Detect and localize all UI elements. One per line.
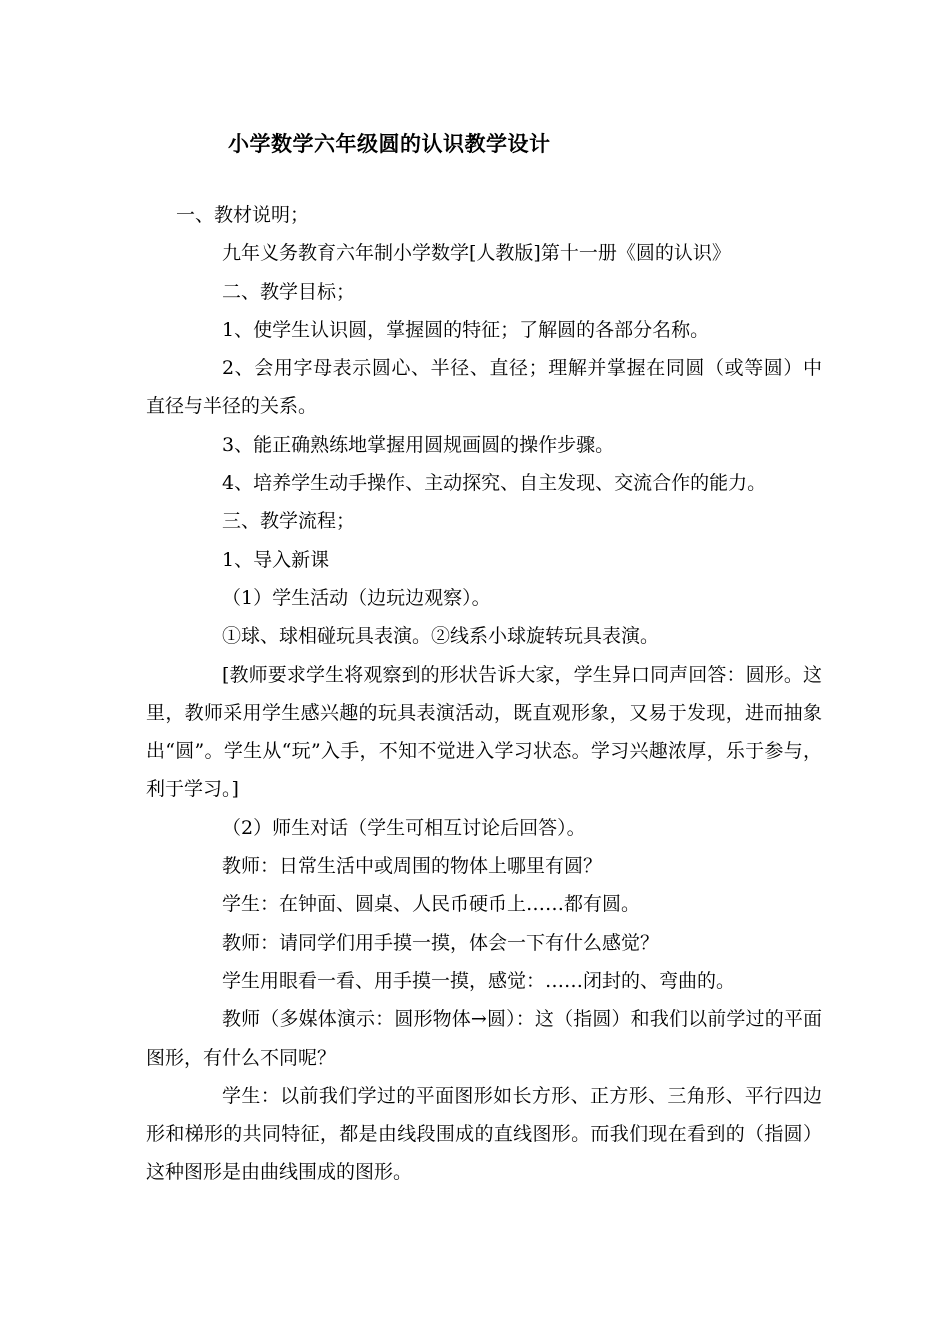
section-heading-goals: 二、教学目标； xyxy=(222,280,356,303)
process-step-1: 1、导入新课 xyxy=(222,548,330,571)
document-body xyxy=(146,196,822,1192)
dialogue-line: 教师（多媒体演示：圆形物体→圆）：这（指圆）和我们以前学过的平面图形，有什么不同呢？ xyxy=(146,1008,822,1069)
dialogue-line: 学生：在钟面、圆桌、人民币硬币上……都有圆。 xyxy=(222,893,641,916)
activity-1-detail: ①球、球相碰玩具表演。②线系小球旋转玩具表演。 xyxy=(222,625,660,648)
goal-item-1: 1、使学生认识圆，掌握圆的特征；了解圆的各部分名称。 xyxy=(222,318,710,341)
paragraph-materials: 九年义务教育六年制小学数学[人教版]第十一册《圆的认识》 xyxy=(222,242,731,265)
dialogue-line: 教师：请同学们用手摸一摸，体会一下有什么感觉？ xyxy=(222,931,660,954)
activity-2: （2）师生对话（学生可相互讨论后回答）。 xyxy=(222,816,586,839)
document-title: 小学数学六年级圆的认识教学设计 xyxy=(228,131,551,156)
goal-item-3: 3、能正确熟练地掌握用圆规画圆的操作步骤。 xyxy=(222,433,615,456)
dialogue-line: 学生：以前我们学过的平面图形如长方形、正方形、三角形、平行四边形和梯形的共同特征，都是由线段围成的直线图形。而我们现在看到的（指圆）这种图形是由曲线围成的图形。 xyxy=(146,1084,822,1184)
section-heading-process: 三、教学流程； xyxy=(222,510,356,533)
activity-1: （1）学生活动（边玩边观察）。 xyxy=(222,586,491,609)
goal-item-4: 4、培养学生动手操作、主动探究、自主发现、交流合作的能力。 xyxy=(222,472,767,495)
teacher-note: [教师要求学生将观察到的形状告诉大家，学生异口同声回答：圆形。这里，教师采用学生感兴趣的玩具表演活动，既直观形象，又易于发现，进而抽象出“圆”。学生从“玩”入手，不知不觉进入学习状态。学习兴趣浓厚，乐于参与，利于学习。] xyxy=(146,663,822,801)
goal-item-2: 2、会用字母表示圆心、半径、直径；理解并掌握在同圆（或等圆）中直径与半径的关系。 xyxy=(146,357,822,418)
dialogue-line: 学生用眼看一看、用手摸一摸，感觉：……闭封的、弯曲的。 xyxy=(222,969,736,992)
section-heading-materials: 一、教材说明； xyxy=(176,204,310,226)
dialogue-line: 教师：日常生活中或周围的物体上哪里有圆？ xyxy=(222,855,603,878)
